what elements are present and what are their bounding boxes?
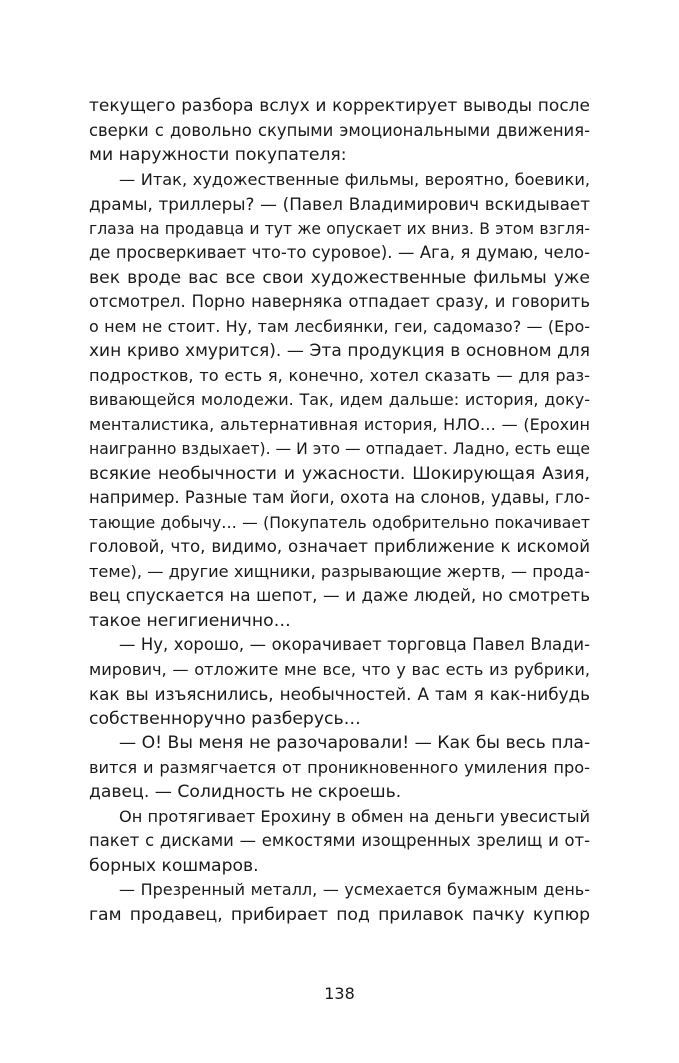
text-line: пакет с дисками — емкостями изощренных зрелищ и от- [89,831,590,850]
text-line: как вы изъяснились, необычностей. А там я как-нибудь [89,684,590,704]
text-line: вивающейся молодежи. Так, идем дальше: история, доку- [89,390,590,409]
text-line: вец спускается на шепот, — и даже людей, но смотреть [89,586,590,605]
text-line: век вроде вас все свои художественные фильмы уже [89,267,590,288]
text-line: всякие необычности и ужасности. Шокирующая Азия, [89,463,590,484]
text-line: — Итак, художественные фильмы, вероятно, боевики, [119,169,590,189]
text-line: — Ну, хорошо, — окорачивает торговца Павел Влади- [119,635,590,654]
text-line: хин криво хмурится). — Эта продукция в основном для [89,341,590,361]
text-line: вится и размягчается от проникновенного умиления про- [89,757,590,777]
text-line: Он протягивает Ерохину в обмен на деньги увесистый [119,806,590,826]
page-body-text [89,94,590,927]
text-line: ми наружности покупателя: [89,145,347,165]
page-number: 138 [324,984,355,1003]
text-line: тающие добычу… — (Покупатель одобрительно покачивает [89,513,590,532]
text-line: — О! Вы меня не разочаровали! — Как бы весь пла- [119,733,590,753]
text-line: наигранно вздыхает). — И это — отпадает. Ладно, есть еще [89,440,590,458]
text-line: сверки с довольно скупыми эмоциональными движения- [89,120,590,140]
text-line: например. Разные там йоги, охота на слонов, удавы, гло- [89,488,590,507]
text-line: о нем не стоит. Ну, там лесбиянки, геи, садомазо? — (Еро- [89,316,590,336]
text-line: борных кошмаров. [89,855,259,876]
text-line: текущего разбора вслух и корректирует выводы после [89,96,590,116]
text-line: давец. — Солидность не скроешь. [89,782,402,802]
text-line: де просверкивает что-то суровое). — Ага, я думаю, чело- [89,243,590,262]
text-line: такое негигиенично… [89,610,291,631]
text-line: подростков, то есть я, конечно, хотел сказать — для раз- [89,365,590,385]
text-line: головой, что, видимо, означает приближение к искомой [89,537,590,556]
text-line: драмы, триллеры? — (Павел Владимирович вскидывает [89,194,590,214]
text-line: менталистика, альтернативная история, НЛО… — (Ерохин [89,414,590,434]
text-line: отсмотрел. Порно наверняка отпадает сразу, и говорить [89,292,590,311]
text-line: гам продавец, прибирает под прилавок пачку купюр [89,904,590,925]
text-line: собственноручно разберусь… [89,708,361,729]
text-line: мирович, — отложите мне все, что у вас есть из рубрики, [89,659,590,679]
text-line: глаза на продавца и тут же опускает их вниз. В этом взгля- [89,219,590,238]
text-line: теме), — другие хищники, разрывающие жертв, — прода- [89,561,590,581]
text-line: — Презренный металл, — усмехается бумажным день- [119,880,590,899]
